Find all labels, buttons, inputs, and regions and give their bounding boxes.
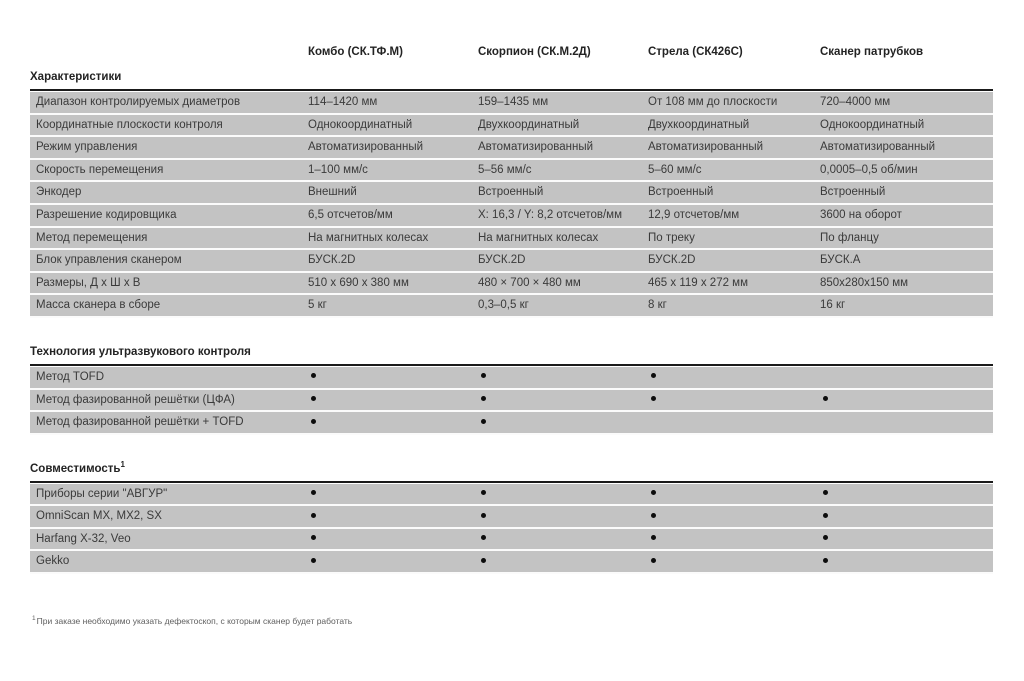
table-row [30, 484, 993, 507]
row-label: Harfang X-32, Veo [36, 532, 131, 545]
dot-cell [308, 390, 478, 411]
table-row [30, 367, 993, 390]
dot-cell [648, 390, 820, 411]
section-title: Совместимость$^1$ [30, 459, 125, 475]
row-label: Приборы серии "АВГУР" [36, 487, 168, 500]
bullet-dot-icon [651, 513, 656, 518]
table-row [30, 115, 993, 138]
value-cell: 0,3–0,5 кг [478, 299, 529, 312]
section-1 [30, 71, 993, 318]
dot-cell [648, 506, 820, 527]
dot-cell [478, 484, 648, 505]
section-title-superscript: 1 [120, 459, 125, 469]
bullet-dot-icon [311, 535, 316, 540]
dot-cell [478, 506, 648, 527]
spec-table [30, 89, 993, 318]
value-cell: 720–4000 мм [820, 96, 891, 108]
dot-cell [308, 529, 478, 550]
bullet-dot-icon [481, 513, 486, 518]
row-label: Режим управления [36, 141, 138, 154]
table-row [30, 551, 993, 574]
row-label: Энкодер [36, 186, 82, 199]
table-row [30, 182, 993, 205]
value-cell: Встроенный [820, 186, 886, 199]
bullet-dot-icon [481, 490, 486, 495]
table-row [30, 529, 993, 552]
value-cell: БУСК.2D [308, 254, 356, 267]
value-cell: Автоматизированный [820, 141, 936, 154]
column-header-1: Комбо (СК.ТФ.М) [308, 46, 403, 58]
value-cell: 3600 на оборот [820, 208, 902, 221]
row-label: Диапазон контролируемых диаметров [36, 96, 241, 108]
dot-cell [820, 390, 993, 411]
dot-cell [308, 506, 478, 527]
table-row [30, 137, 993, 160]
footnote-text: При заказе необходимо указать дефектоскоп, с которым сканер будет работать [36, 615, 353, 626]
row-label: Метод перемещения [36, 231, 148, 244]
value-cell: Двухкоординатный [478, 118, 580, 131]
dot-cell [478, 551, 648, 572]
table-row [30, 160, 993, 183]
value-cell: 12,9 отсчетов/мм [648, 208, 740, 221]
bullet-dot-icon [481, 535, 486, 540]
footnote-superscript: 1 [32, 614, 36, 622]
bullet-dot-icon [481, 396, 486, 401]
value-cell: Внешний [308, 186, 357, 199]
bullet-dot-icon [823, 535, 828, 540]
bullet-dot-icon [651, 373, 656, 378]
dot-cell [820, 551, 993, 572]
value-cell: БУСК.2D [648, 254, 696, 267]
row-label: Разрешение кодировщика [36, 208, 177, 221]
value-cell: 480 × 700 × 480 мм [478, 276, 581, 289]
value-cell: Автоматизированный [308, 141, 424, 154]
value-cell: БУСК.А [820, 254, 861, 267]
dot-cell [648, 551, 820, 572]
row-label: OmniScan MX, MX2, SX [36, 510, 162, 523]
bullet-dot-icon [311, 513, 316, 518]
dot-cell [820, 529, 993, 550]
value-cell: БУСК.2D [478, 254, 526, 267]
dot-cell [648, 484, 820, 505]
table-row [30, 205, 993, 228]
value-cell: На магнитных колесах [308, 231, 429, 244]
section-2 [30, 346, 993, 435]
footnote [32, 613, 993, 627]
bullet-dot-icon [311, 490, 316, 495]
value-cell: 465 x 119 x 272 мм [648, 276, 748, 289]
row-label: Gekko [36, 555, 70, 568]
dot-cell [308, 551, 478, 572]
bullet-dot-icon [651, 535, 656, 540]
value-cell: 114–1420 мм [308, 96, 378, 108]
table-row [30, 250, 993, 273]
value-cell: Двухкоординатный [648, 118, 750, 131]
bullet-dot-icon [481, 558, 486, 563]
value-cell: Однокоординатный [308, 118, 413, 131]
value-cell: 6,5 отсчетов/мм [308, 208, 393, 221]
dot-cell [478, 412, 648, 433]
spec-tables [30, 71, 993, 574]
section-title: Характеристики [30, 71, 122, 83]
value-cell: X: 16,3 / Y: 8,2 отсчетов/мм [478, 208, 622, 221]
value-cell: 16 кг [820, 299, 846, 312]
dot-cell [648, 412, 820, 433]
dot-cell [648, 367, 820, 388]
value-cell: От 108 мм до плоскости [648, 96, 778, 108]
bullet-dot-icon [311, 558, 316, 563]
bullet-dot-icon [311, 373, 316, 378]
bullet-dot-icon [823, 490, 828, 495]
bullet-dot-icon [651, 396, 656, 401]
dot-cell [478, 529, 648, 550]
dot-cell [308, 412, 478, 433]
table-row [30, 412, 993, 435]
row-label: Метод TOFD [36, 370, 105, 383]
row-label: Блок управления сканером [36, 254, 182, 267]
column-header-row [30, 45, 993, 59]
bullet-dot-icon [651, 490, 656, 495]
value-cell: Однокоординатный [820, 118, 925, 131]
table-row [30, 228, 993, 251]
value-cell: Встроенный [648, 186, 714, 199]
bullet-dot-icon [651, 558, 656, 563]
dot-cell [820, 367, 993, 388]
value-cell: На магнитных колесах [478, 231, 599, 244]
bullet-dot-icon [481, 419, 486, 424]
table-row [30, 506, 993, 529]
value-cell: Встроенный [478, 186, 544, 199]
bullet-dot-icon [823, 396, 828, 401]
value-cell: По треку [648, 231, 695, 244]
table-row [30, 390, 993, 413]
row-label: Метод фазированной решётки (ЦФА) [36, 393, 235, 406]
row-label: Метод фазированной решётки + TOFD [36, 416, 244, 429]
spec-table [30, 364, 993, 435]
bullet-dot-icon [311, 396, 316, 401]
bullet-dot-icon [481, 373, 486, 378]
comparison-datasheet [30, 45, 993, 627]
value-cell: 5 кг [308, 299, 327, 312]
value-cell: 850х280х150 мм [820, 276, 909, 289]
column-header-3: Стрела (СК426С) [648, 46, 743, 58]
bullet-dot-icon [823, 558, 828, 563]
value-cell: 1–100 мм/с [308, 163, 368, 176]
table-row [30, 92, 993, 115]
section-title: Технология ультразвукового контроля [30, 345, 251, 358]
value-cell: 0,0005–0,5 об/мин [820, 163, 918, 176]
column-header-2: Скорпион (СК.М.2Д) [478, 46, 591, 58]
table-row [30, 273, 993, 296]
dot-cell [478, 390, 648, 411]
value-cell: Автоматизированный [478, 141, 594, 154]
dot-cell [308, 367, 478, 388]
row-label: Масса сканера в сборе [36, 299, 161, 312]
bullet-dot-icon [823, 513, 828, 518]
dot-cell [308, 484, 478, 505]
value-cell: 5–60 мм/с [648, 163, 702, 176]
value-cell: 8 кг [648, 299, 667, 312]
row-label: Размеры, Д х Ш х В [36, 276, 141, 289]
value-cell: 510 x 690 x 380 мм [308, 276, 409, 289]
bullet-dot-icon [311, 419, 316, 424]
value-cell: Автоматизированный [648, 141, 764, 154]
dot-cell [478, 367, 648, 388]
row-label: Скорость перемещения [36, 163, 164, 176]
dot-cell [820, 484, 993, 505]
value-cell: По фланцу [820, 231, 879, 244]
value-cell: 5–56 мм/с [478, 163, 532, 176]
table-row [30, 295, 993, 318]
column-header-4: Сканер патрубков [820, 46, 924, 58]
dot-cell [820, 506, 993, 527]
section-3 [30, 458, 993, 574]
value-cell: 159–1435 мм [478, 96, 549, 108]
spec-table [30, 481, 993, 574]
row-label: Координатные плоскости контроля [36, 118, 223, 131]
dot-cell [820, 412, 993, 433]
dot-cell [648, 529, 820, 550]
